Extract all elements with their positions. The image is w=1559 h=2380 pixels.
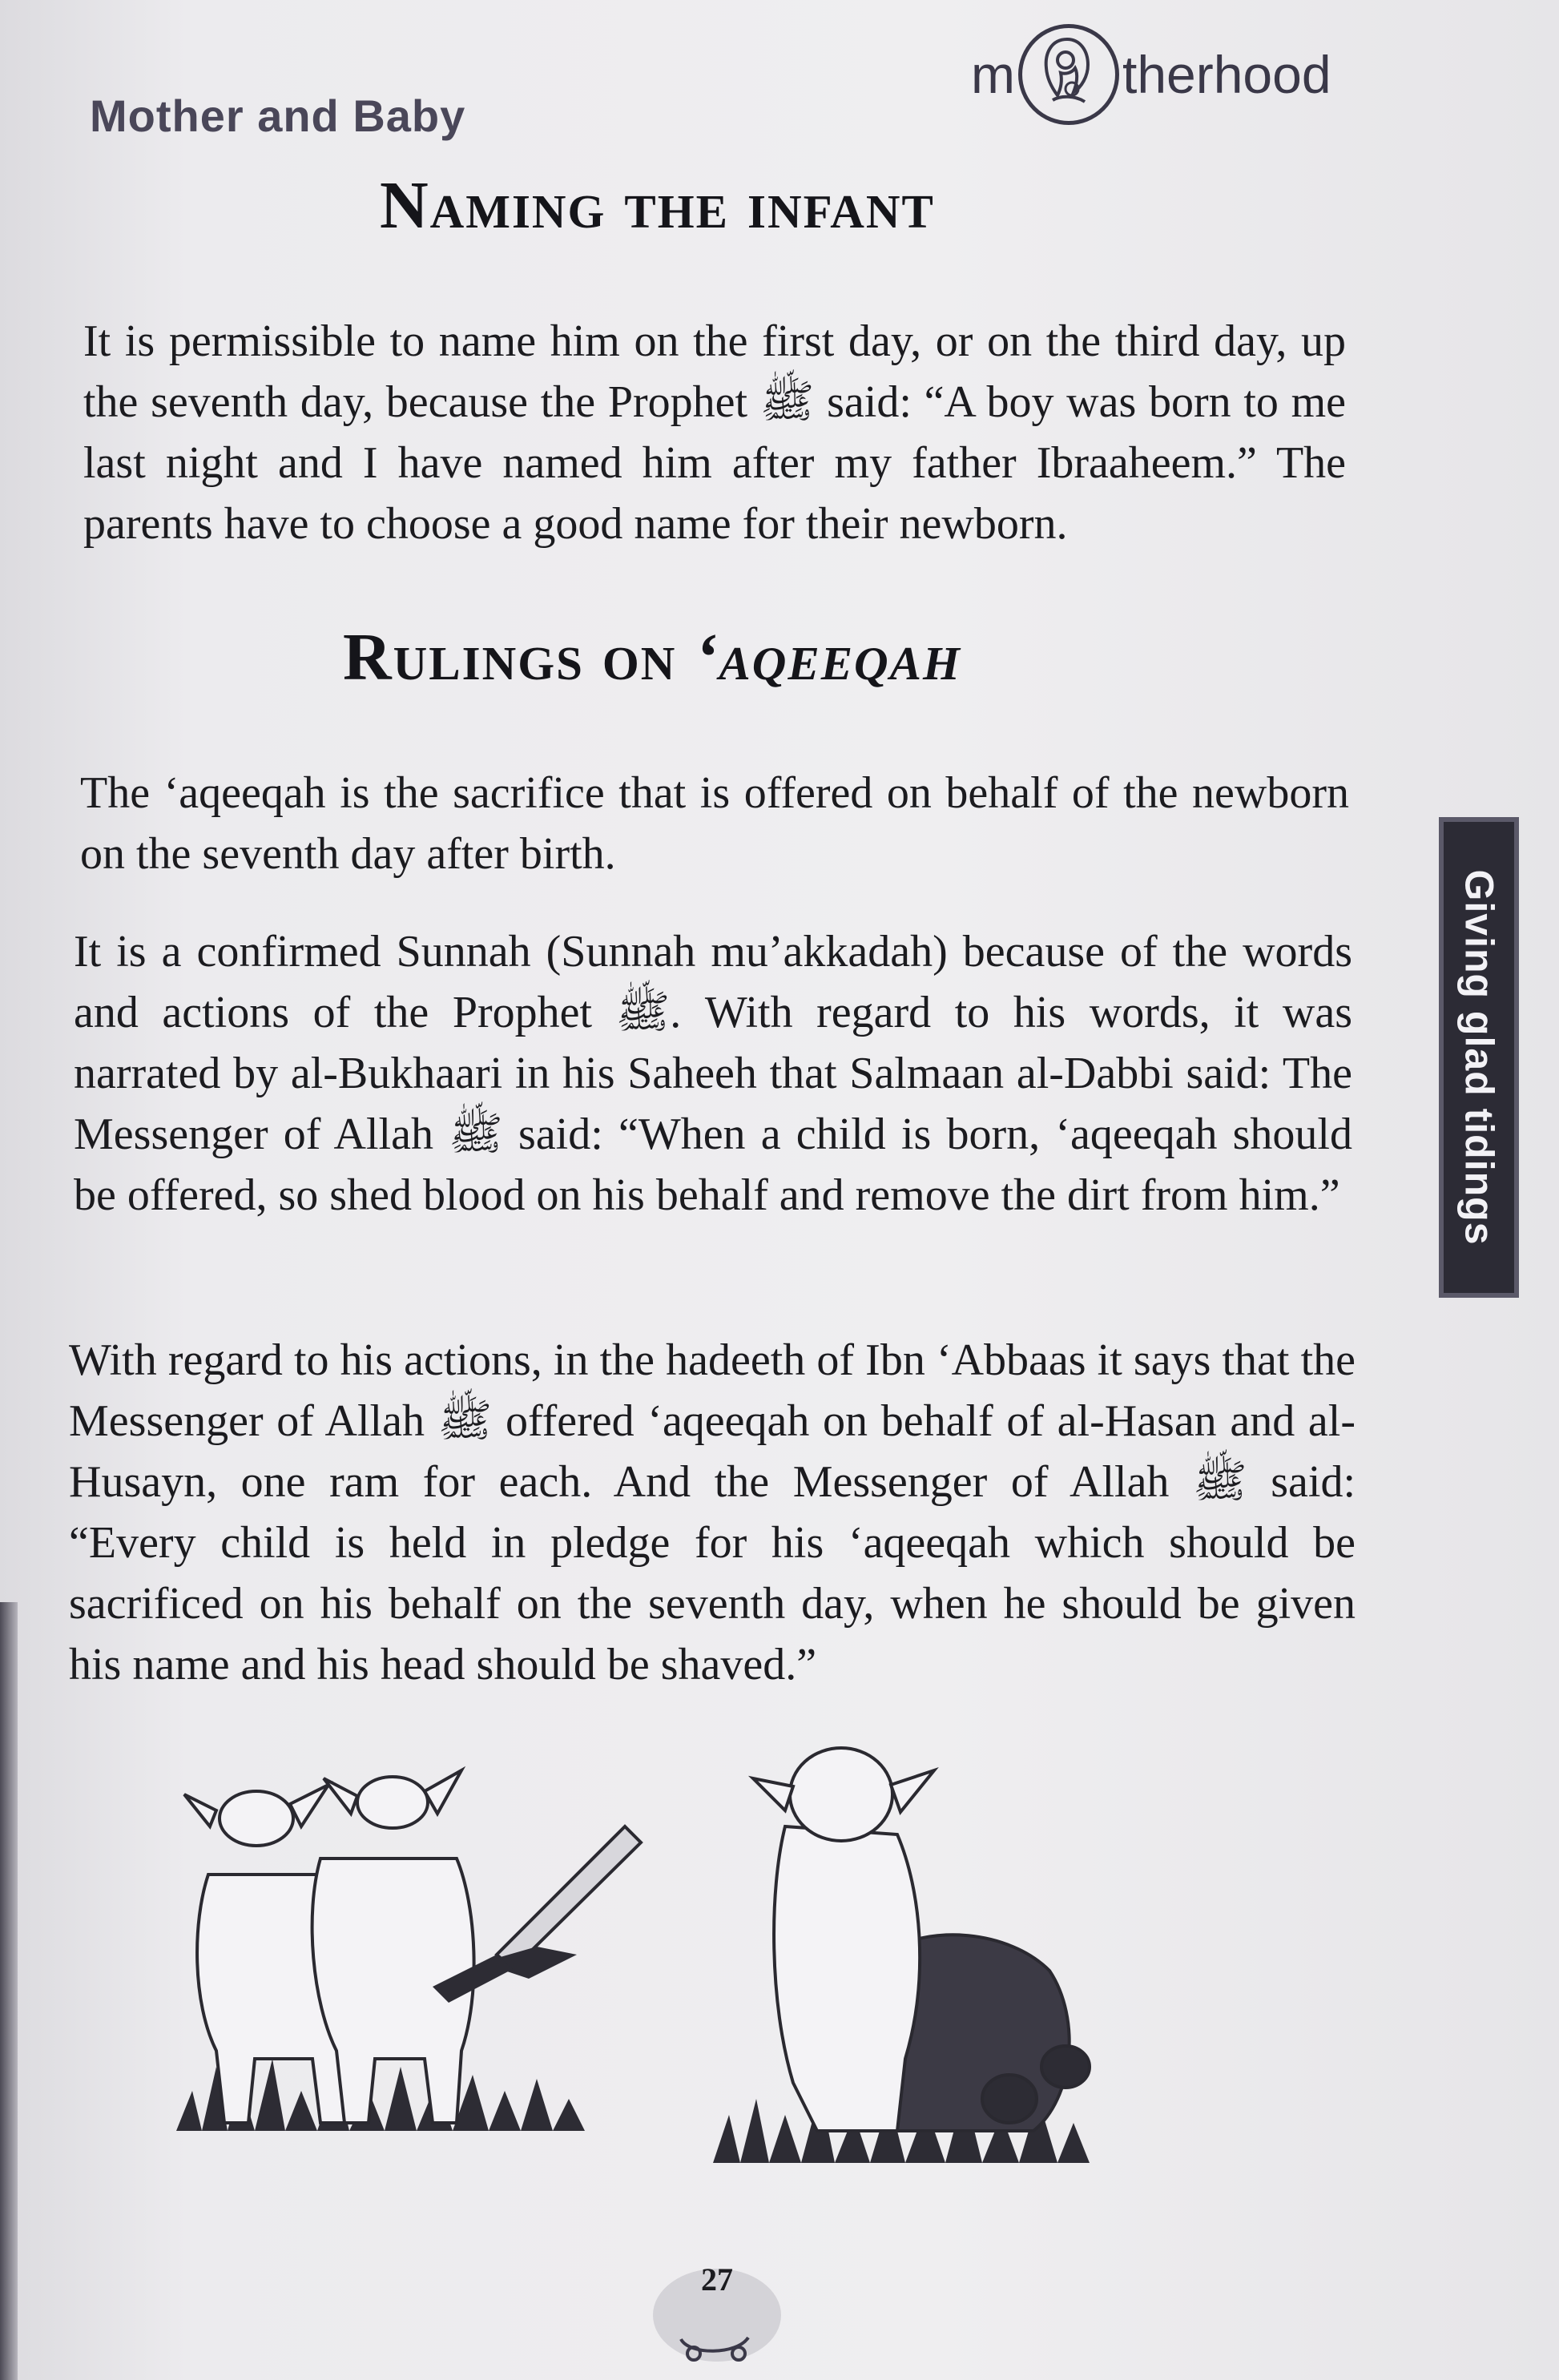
brand-logo [971,22,1331,127]
paragraph-sunnah: It is a confirmed Sunnah (Sunnah mu’akkadah) because of the words and actions of the Prophet ﷺ. With regard to his words, it was narrated by al-Bukhaari in his Saheeh that Salmaan al-Dabbi said: The Messenger of Allah ﷺ said: “When a child is born, ‘aqeeqah should be offered, so shed blood on his behalf and remove the dirt from him.” [74,927,1352,1220]
mother-and-child-icon [1018,24,1119,125]
brand-suffix: therhood [1122,45,1331,104]
binding-shadow [0,1602,18,2380]
section-title-italic: ‘aqeeqah [695,620,961,695]
section-title-aqeeqah [343,618,961,696]
section-title-naming: Naming the infant [380,168,935,243]
side-tab-label: Giving glad tidings [1456,869,1501,1246]
sheep-and-knife-illustration [160,1714,1282,2195]
lambs-icon [184,1770,474,2123]
sitting-sheep-icon [753,1748,1090,2131]
side-tab [1439,817,1519,1298]
paragraph-actions: With regard to his actions, in the hadeeth of Ibn ‘Abbaas it says that the Messenger of Allah ﷺ offered ‘aqeeqah on behalf of al-Hasan and al-Husayn, one ram for each. And the Messenger of Allah ﷺ said: “Every child is held in pledge for his ‘aqeeqah which should be sacrificed on his behalf on the seventh day, when he should be given his name and his head should be shaved.” [69,1335,1356,1689]
section-title-prefix: Rulings on [343,620,695,695]
paragraph-naming: It is permissible to name him on the first day, or on the third day, up the seventh day, because the Prophet ﷺ said: “A boy was born to me last night and I have named him after my father Ibraaheem.” The parents have to choose a good name for their newborn. [83,316,1347,549]
brand-prefix: m [971,45,1015,104]
paragraph-definition: The ‘aqeeqah is the sacrifice that is offered on behalf of the newborn on the seventh day after birth. [80,768,1349,879]
page-number-badge [649,2243,785,2363]
page-number: 27 [701,2261,733,2297]
running-head: Mother and Baby [90,91,466,141]
